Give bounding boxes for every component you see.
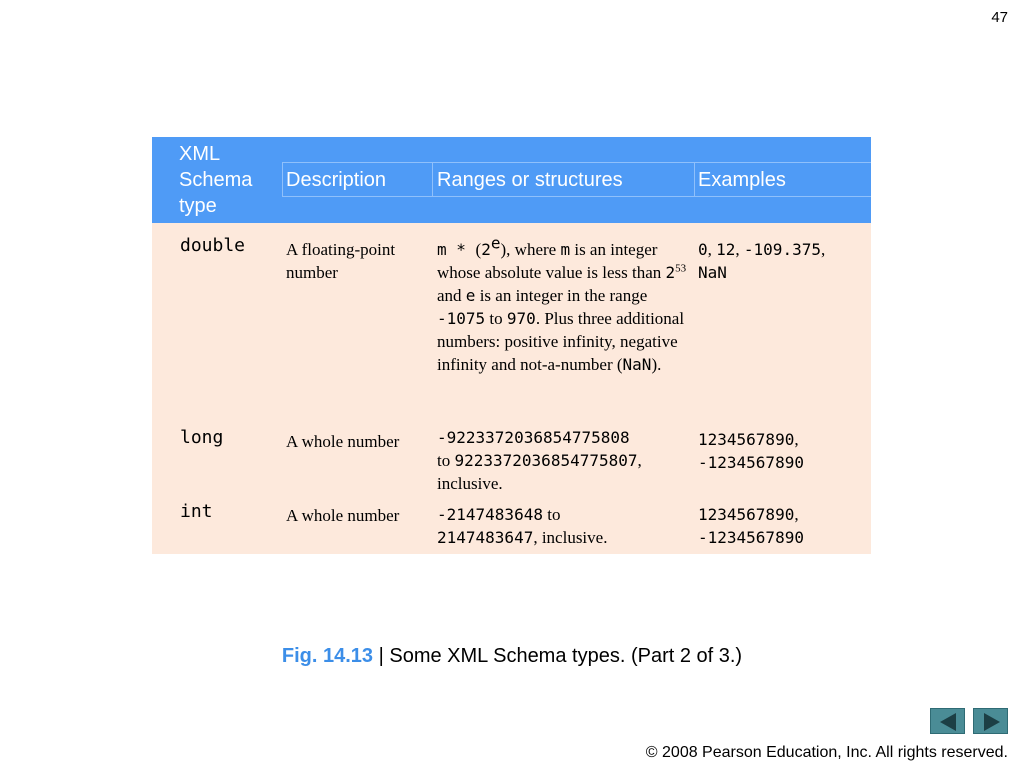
range-long: -9223372036854775808 to 9223372036854775807, inclusive.	[437, 428, 642, 493]
header-ranges: Ranges or structures	[437, 169, 623, 191]
table-header	[152, 137, 871, 223]
type-long: long	[180, 427, 224, 448]
examples-double: 0, 12, -109.375, NaN	[698, 240, 826, 282]
copyright-notice: © 2008 Pearson Education, Inc. All rights reserved.	[645, 744, 1008, 761]
header-examples: Examples	[698, 169, 786, 191]
type-int: int	[180, 501, 213, 522]
description-double: A floating-point number	[286, 240, 396, 282]
header-description: Description	[286, 169, 387, 191]
triangle-left-icon	[931, 709, 966, 735]
range-int: -2147483648 to 2147483647, inclusive.	[437, 505, 608, 547]
description-long: A whole number	[286, 432, 400, 451]
header-xml-schema-type: XML Schema type	[179, 143, 253, 217]
type-double: double	[180, 235, 246, 256]
description-int: A whole number	[286, 506, 400, 525]
schema-types-table	[152, 137, 871, 554]
examples-long: 1234567890, -1234567890	[698, 430, 804, 472]
range-double: m * (2e), where m is an integer whose absolute value is less than $2^{53}$ and e is an integer in the range -1075 to 970. Plus three additional numbers: positive infinity, negative infinity and not-a-number (NaN).	[437, 233, 687, 374]
previous-slide-button[interactable]	[930, 708, 965, 734]
examples-int: 1234567890, -1234567890	[698, 505, 804, 547]
triangle-right-icon	[974, 709, 1009, 735]
caption-text: Some XML Schema types. (Part 2 of 3.)	[389, 645, 743, 667]
figure-caption: Fig. 14.13 | Some XML Schema types. (Part 2 of 3.)	[281, 645, 743, 667]
next-slide-button[interactable]	[973, 708, 1008, 734]
page-number: 47	[991, 9, 1008, 26]
figure-number: Fig. 14.13	[281, 645, 374, 667]
